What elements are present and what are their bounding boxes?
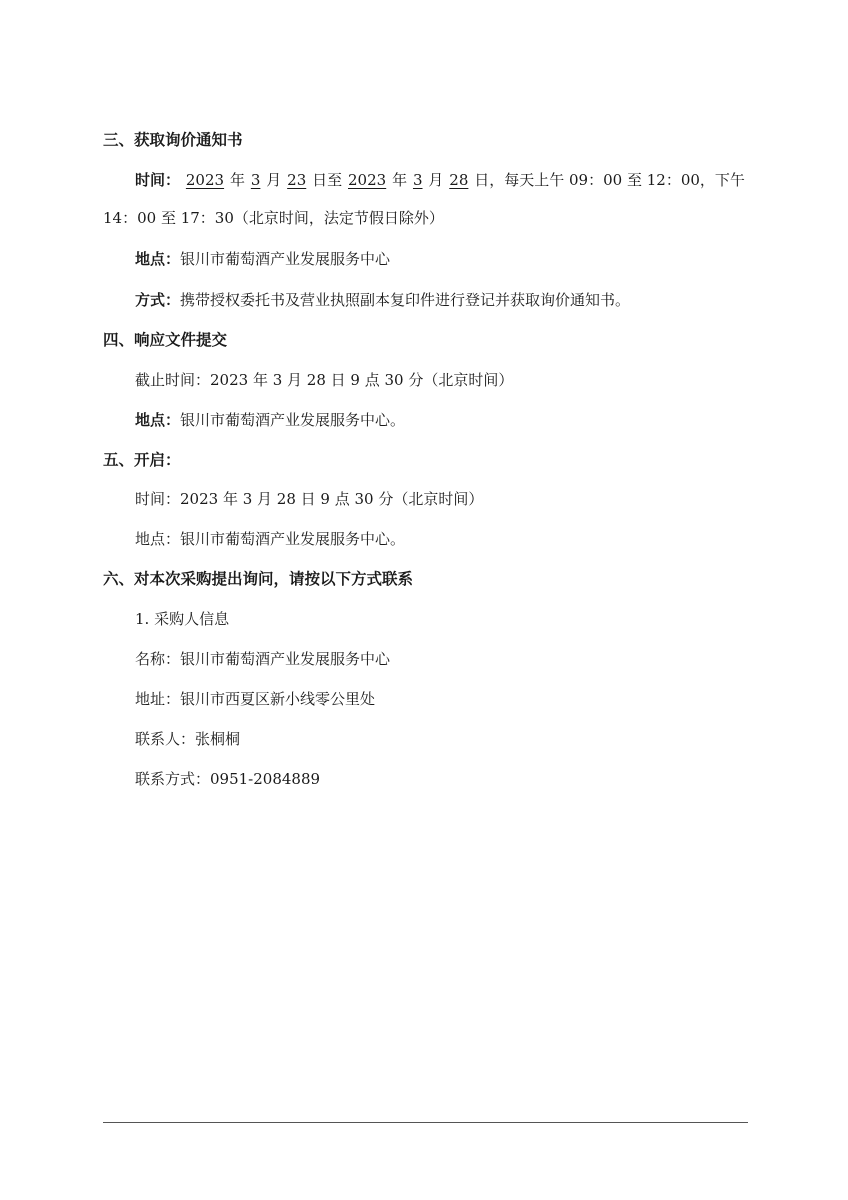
section-5-time: 时间：2023 年 3 月 28 日 9 点 30 分（北京时间）: [135, 490, 484, 508]
start-year: 2023: [185, 171, 225, 189]
purchaser-contact: 联系人：张桐桐: [135, 730, 241, 748]
place-label: 地点：: [135, 250, 181, 268]
section-6-subheading: 1. 采购人信息: [135, 610, 230, 628]
section-3-time-line: [135, 170, 745, 190]
section-4-heading: 四、响应文件提交: [103, 330, 228, 349]
section-4-deadline: 截止时间：2023 年 3 月 28 日 9 点 30 分（北京时间）: [135, 371, 514, 389]
place-value: 银川市葡萄酒产业发展服务中心: [180, 250, 391, 268]
start-day: 23: [287, 171, 307, 189]
purchaser-address: 地址：银川市西夏区新小线零公里处: [135, 690, 376, 708]
footer-divider: [103, 1122, 748, 1123]
start-year-unit: 年: [229, 171, 245, 189]
purchaser-phone: 联系方式：0951-2084889: [135, 770, 321, 788]
end-year-unit: 年: [392, 171, 408, 189]
method-value: 携带授权委托书及营业执照副本复印件进行登记并获取询价通知书。: [180, 291, 631, 309]
time-label: 时间：: [135, 171, 181, 189]
start-month: 3: [250, 171, 261, 189]
end-month: 3: [412, 171, 423, 189]
start-month-unit: 月: [266, 171, 282, 189]
section-4-place-label: 地点：: [135, 411, 181, 429]
section-3-place-line: [135, 249, 390, 269]
purchaser-name: 名称：银川市葡萄酒产业发展服务中心: [135, 650, 391, 668]
section-3-heading: 三、获取询价通知书: [103, 130, 243, 149]
section-4-place-line: [135, 410, 405, 430]
section-3-method-line: [135, 290, 630, 310]
end-year: 2023: [348, 171, 387, 189]
method-label: 方式：: [135, 291, 181, 309]
end-month-unit: 月: [428, 171, 444, 189]
section-5-heading: 五、开启：: [103, 450, 181, 469]
daily-hours: 日，每天上午 09：00 至 12：00，下午: [474, 171, 745, 189]
section-5-place: 地点：银川市葡萄酒产业发展服务中心。: [135, 530, 406, 548]
section-3-time-continued: 14：00 至 17：30（北京时间，法定节假日除外）: [103, 209, 444, 227]
section-6-heading: 六、对本次采购提出询问，请按以下方式联系: [103, 569, 414, 588]
section-4-place-value: 银川市葡萄酒产业发展服务中心。: [180, 411, 406, 429]
start-day-unit: 日至: [312, 171, 343, 189]
end-day: 28: [449, 171, 469, 189]
